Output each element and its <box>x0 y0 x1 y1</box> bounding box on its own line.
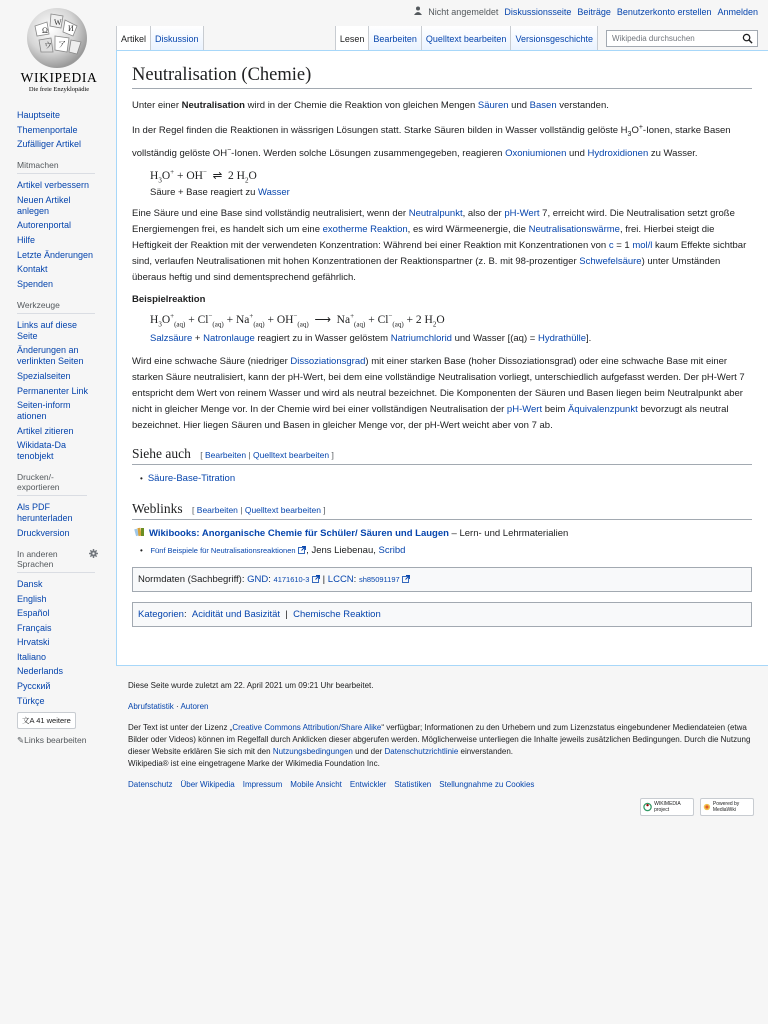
paragraph-3 <box>132 206 752 286</box>
view-tabs <box>335 26 758 50</box>
text: , es wird Wärmeenergie, die <box>407 224 529 236</box>
language-link[interactable]: Nederlands <box>17 666 64 677</box>
mediawiki-badge-label: Powered by MediaWiki <box>712 801 740 813</box>
language-link[interactable]: Hrvatski <box>17 637 50 648</box>
footer-link[interactable]: Über Wikipedia <box>180 780 235 789</box>
edit-section-link[interactable]: Bearbeiten <box>196 505 238 516</box>
last-edit: Diese Seite wurde zuletzt am 22. April 2021 um 09:21 Uhr bearbeitet. <box>128 681 374 690</box>
formula-caption <box>150 332 752 346</box>
edit-source-section-link[interactable]: Quelltext bearbeiten <box>244 505 321 516</box>
more-languages-button[interactable] <box>17 712 76 729</box>
language-link[interactable]: Italiano <box>17 651 47 662</box>
sidebar-item[interactable]: Als PDF herunterladen <box>17 502 73 524</box>
page-title: Neutralisation (Chemie) <box>132 65 752 89</box>
tab-quelltext-bearbeiten[interactable]: Quelltext bearbeiten <box>422 26 512 50</box>
sidebar-mitmachen <box>17 160 116 290</box>
sidebar-navigation <box>17 110 116 150</box>
sidebar-item[interactable]: Links auf diese Seite <box>17 319 78 341</box>
link-salzsaeure[interactable]: Salzsäure <box>150 333 193 345</box>
link-saeure-base-titration[interactable]: Säure-Base-Titration <box>147 473 236 485</box>
text: = 1 <box>613 240 633 252</box>
footer-link[interactable]: Impressum <box>242 780 283 789</box>
text: Wird eine schwache Säure (niedriger <box>132 356 291 368</box>
sidebar-sprachen <box>17 549 116 746</box>
formula-beispielreaktion: $H_3O^+_{(aq)} + Cl^-_{(aq)} + Na^+_{(aq)} + OH^-_{(aq)}$ ⟶ $Na^+_{(aq)} + Cl^-_{(aq)} + 2$ $H_2O$ <box>150 312 445 329</box>
sidebar-drucken <box>17 472 116 539</box>
text: + <box>192 333 204 345</box>
section-heading-siehe-auch <box>132 446 752 465</box>
formula-neutralisation: $H_3O^+ + OH^-$ ⇌ 2 $H_2O$ <box>150 168 257 185</box>
article-content <box>116 50 768 666</box>
svg-text:W: W <box>54 18 62 27</box>
logo-wordmark: WIKIPEDIA <box>20 70 98 85</box>
text: , frei. Hierbei steigt die Heftigkeit der Reaktion mit der verwendeten Konzentration: Während bei einer Reaktion mit Konzentrationen von <box>132 224 715 252</box>
trademark-text: Wikipedia® ist eine eingetragene Marke der Wikimedia Foundation Inc. <box>128 759 380 768</box>
sidebar-item-zufaelliger-artikel[interactable]: Zufälliger Artikel <box>17 139 82 150</box>
link-neutralpunkt[interactable]: Neutralpunkt <box>408 208 463 220</box>
sidebar-item-hauptseite[interactable]: Hauptseite <box>17 110 61 120</box>
sidebar-item[interactable]: Änderungen an verlinkten Seiten <box>17 345 84 367</box>
pencil-icon: ✎ <box>17 735 25 746</box>
beispiel-heading: Beispielreaktion <box>132 294 206 306</box>
wikibooks-icon <box>134 527 146 537</box>
text: – Lern- und Lehrmaterialien <box>448 528 569 540</box>
search-icon[interactable] <box>742 33 753 44</box>
language-link[interactable]: Türkçe <box>17 695 45 706</box>
text: ]. <box>586 333 592 345</box>
sprachen-heading-text: In anderen Sprachen <box>17 548 58 569</box>
login-link[interactable]: Anmelden <box>717 6 758 17</box>
text: , also der <box>462 208 505 220</box>
separator: | <box>246 450 254 461</box>
footer-link[interactable]: Entwickler <box>349 780 387 789</box>
personal-tools <box>414 6 758 17</box>
text: und der <box>352 747 385 756</box>
footer-link[interactable]: Statistiken <box>394 780 432 789</box>
separator: · <box>173 702 181 711</box>
separator: | <box>237 505 245 516</box>
wikimedia-icon <box>643 802 652 812</box>
text: In der Regel finden die Reaktionen in wässrigen Lösungen statt. Starke Säuren bilden in Wasser vollständig gelöste H <box>132 125 628 137</box>
sidebar-heading-sprachen <box>17 549 95 573</box>
link-natriumchlorid[interactable]: Natriumchlorid <box>390 333 452 345</box>
formula-caption <box>150 186 752 200</box>
external-link-icon <box>312 575 320 583</box>
bold-term: Neutralisation <box>181 100 245 111</box>
text: einverstanden. <box>458 747 513 756</box>
text: und <box>508 100 530 111</box>
svg-text:ウ: ウ <box>44 41 52 50</box>
paragraph-4 <box>132 354 752 434</box>
text: Eine Säure und eine Base sind vollständig neutralisiert, wenn der <box>132 208 409 220</box>
text: zu Wasser. <box>648 148 698 160</box>
bracket: ] <box>320 505 326 516</box>
link-abrufstatistik[interactable]: Abrufstatistik <box>128 702 174 711</box>
footer-link[interactable]: Stellungnahme zu Cookies <box>439 780 535 789</box>
normdaten-label: Normdaten (Sachbegriff): <box>138 574 248 586</box>
link-hydrathuelle[interactable]: Hydrathülle <box>537 333 587 345</box>
category-link[interactable]: Chemische Reaktion <box>293 609 381 621</box>
link-aequivalenzpunkt[interactable]: Äquivalenzpunkt <box>568 404 638 416</box>
sidebar-item[interactable]: Spezialseiten <box>17 370 71 381</box>
intro-paragraph-1 <box>132 98 752 114</box>
more-languages-label: 41 weitere <box>36 716 71 726</box>
text: bevorzugt als neutral bezeichnet. Hier liegen Säuren und Basen in gleicher Menge vor, der pH-Wert weicht aber von 7 ab. <box>132 404 729 432</box>
bracket: [ <box>200 450 205 461</box>
link-hydroxidionen[interactable]: Hydroxidionen <box>587 148 649 160</box>
separator: | <box>320 574 328 586</box>
edit-interlanguage-links[interactable] <box>17 735 116 746</box>
link-scribd[interactable]: Scribd <box>378 545 406 557</box>
link-schwefelsaeure[interactable]: Schwefelsäure <box>579 256 642 268</box>
link-wasser[interactable]: Wasser <box>258 187 290 199</box>
link-gnd-id[interactable]: 4171610-3 <box>273 575 310 585</box>
footer-badges <box>640 798 754 816</box>
link-fuenf-beispiele[interactable]: Fünf Beispiele für Neutralisationsreaktionen <box>150 546 296 556</box>
external-link-icon <box>402 575 410 583</box>
link-natronlauge[interactable]: Natronlauge <box>203 333 255 345</box>
link-mol-l[interactable]: mol/l <box>632 240 653 252</box>
sidebar-item[interactable]: Hilfe <box>17 234 36 245</box>
sidebar-item[interactable]: Kontakt <box>17 264 48 275</box>
svg-text:ア: ア <box>58 40 66 49</box>
bracket: ] <box>329 450 334 461</box>
sidebar-item[interactable]: Wikidata-Datenobjekt <box>17 440 67 462</box>
bracket: [ <box>192 505 197 516</box>
section-title: Weblinks <box>132 501 183 517</box>
section-edit-links <box>192 505 326 515</box>
search-placeholder: Wikipedia durchsuchen <box>612 34 695 43</box>
list-item <box>140 542 752 559</box>
language-link[interactable]: English <box>17 593 47 604</box>
logo-tagline: Die freie Enzyklopädie <box>28 86 90 93</box>
sidebar-item[interactable]: Druckversion <box>17 527 70 538</box>
edit-source-section-link[interactable]: Quelltext bearbeiten <box>253 450 330 461</box>
list-item <box>140 470 752 487</box>
section-heading-weblinks <box>132 501 752 520</box>
text: und <box>566 148 588 160</box>
create-account-link[interactable]: Benutzerkonto erstellen <box>616 6 712 17</box>
wikipedia-logo[interactable] <box>0 0 118 100</box>
list-item <box>134 525 752 542</box>
mediawiki-badge[interactable] <box>700 798 754 816</box>
link-kategorien[interactable]: Kategorien <box>138 609 184 621</box>
sidebar-item[interactable]: Spenden <box>17 278 54 289</box>
svg-text:И: И <box>68 24 74 33</box>
sidebar-heading-mitmachen: Mitmachen <box>17 160 95 174</box>
text: Säure + Base reagiert zu <box>150 187 258 199</box>
normdaten-box: Normdaten (Sachbegriff): GND: 4171610-3 | LCCN: sh85091197 <box>132 567 752 592</box>
section-edit-links <box>200 450 334 460</box>
tab-artikel[interactable]: Artikel <box>116 26 151 50</box>
search-input[interactable] <box>606 30 758 47</box>
sidebar-item[interactable]: Neuen Artikel anlegen <box>17 194 71 216</box>
text: 7, erreicht wird. Die Neutralisation setzt große Energiemengen frei, es handelt sich um eine <box>132 208 735 236</box>
weblinks-list <box>134 525 752 559</box>
edit-section-link[interactable]: Bearbeiten <box>204 450 247 461</box>
sidebar-item-themenportale[interactable]: Themenportale <box>17 124 78 135</box>
text: -Ionen. Werden solche Lösungen zusammengegeben, reagieren <box>231 148 506 160</box>
category-link[interactable]: Acidität und Basizität <box>191 609 281 621</box>
language-link[interactable]: Français <box>17 622 52 633</box>
tab-versionsgeschichte[interactable]: Versionsgeschichte <box>511 26 598 50</box>
link-ph-wert[interactable]: pH-Wert <box>504 208 540 220</box>
svg-text:Ω: Ω <box>42 26 48 35</box>
translate-icon: 文A <box>22 716 35 726</box>
link-neutralisationswaerme[interactable]: Neutralisationswärme <box>528 224 620 236</box>
sidebar <box>0 110 116 756</box>
text: und Wasser [(aq) = <box>451 333 538 345</box>
wikimedia-badge[interactable] <box>640 798 694 816</box>
link-cc-by-sa[interactable]: Creative Commons Attribution/Share Alike <box>232 723 382 732</box>
sidebar-heading-drucken: Drucken/-exportieren <box>17 472 87 496</box>
text: kaum Effekte sichtbar sind, verlaufen Neutralisationen mit hohen Konzentrationen der Reaktionspartner (z. B. mit 98-prozentiger <box>132 240 747 268</box>
text: wird in der Chemie die Reaktion von gleichen Mengen <box>245 100 478 111</box>
footer <box>128 680 758 791</box>
text: beim <box>542 404 568 416</box>
gear-icon[interactable] <box>89 549 98 558</box>
tab-lesen[interactable]: Lesen <box>335 26 370 50</box>
language-link[interactable]: Español <box>17 608 50 619</box>
mediawiki-icon <box>703 802 711 812</box>
tab-diskussion[interactable]: Diskussion <box>151 26 204 50</box>
sidebar-item[interactable]: Artikel zitieren <box>17 425 74 436</box>
sidebar-item[interactable]: Letzte Änderungen <box>17 249 94 260</box>
wikipedia-globe-icon <box>25 6 89 70</box>
categories-box: Kategorien: Acidität und Basizität | Chemische Reaktion <box>132 602 752 627</box>
text: ) mit einer starken Base (hoher Dissoziationsgrad) oder eine schwache Base mit einer starken Säure neutralisiert, kann der pH-Wert, bei dem eine vollständige Neutralisation vorliegt, unterschiedlich aufgefasst werden. Der pH-Wert 7 entspricht dem Wert von reinem Wasser und wird als neutral bezeichnet. Die Komponenten der Säuren und Basen liegen beim Neutralpunkt aber nicht in gleicher Menge vor. In der Chemie wird bei einer vollständigen Neutralisation der <box>132 356 745 416</box>
link-nutzungsbedingungen[interactable]: Nutzungsbedingungen <box>272 747 353 756</box>
link-wikibooks[interactable]: Wikibooks: Anorganische Chemie für Schüler/ Säuren und Laugen <box>149 528 449 540</box>
footer-link[interactable]: Datenschutz <box>128 780 173 789</box>
link-saeuren[interactable]: Säuren <box>477 100 509 111</box>
license-text <box>128 722 758 758</box>
text: -Ionen, starke Basen vollständig gelöste OH <box>132 125 731 160</box>
text: “ verfügbar; Informationen zu den Urhebern und zum Lizenzstatus eingebundener Mediendateien (etwa Bilder oder Videos) können im Regelfall durch Anklicken dieser abgerufen werden. Möglicherweise unterliegen die Inhalte jeweils zusätzlichen Bedingungen. Durch die Nutzung dieser Website erklären Sie sich mit den <box>128 723 751 756</box>
sidebar-item[interactable]: Autorenportal <box>17 220 72 231</box>
namespace-tabs <box>116 26 204 50</box>
sidebar-item[interactable]: Permanenter Link <box>17 385 89 396</box>
edit-links-label: Links bearbeiten <box>24 735 87 746</box>
sidebar-werkzeuge <box>17 300 116 463</box>
text: ) unter Umständen überaus heftig und sind dementsprechend gefährlich. <box>132 256 721 284</box>
link-autoren[interactable]: Autoren <box>180 702 209 711</box>
text: verstanden. <box>556 100 609 111</box>
link-datenschutzrichtlinie[interactable]: Datenschutzrichtlinie <box>384 747 459 756</box>
link-c[interactable]: c <box>608 240 614 252</box>
user-icon <box>414 6 422 17</box>
text: Der Text ist unter der Lizenz „ <box>128 723 233 732</box>
section-title: Siehe auch <box>132 446 191 462</box>
text: reagiert zu in Wasser gelöstem <box>254 333 391 345</box>
text: Unter einer <box>132 100 182 111</box>
sidebar-item[interactable]: Seiten-informationen <box>17 400 71 422</box>
link-gnd[interactable]: GND <box>247 574 269 586</box>
language-link[interactable]: Dansk <box>17 578 43 589</box>
footer-stats <box>128 701 758 713</box>
link-exotherme-reaktion[interactable]: exotherme Reaktion <box>322 224 408 236</box>
wikimedia-badge-label: WIKIMEDIA project <box>654 801 681 813</box>
footer-links <box>128 779 758 791</box>
footer-link[interactable]: Mobile Ansicht <box>290 780 342 789</box>
siehe-auch-list <box>140 470 752 487</box>
external-link-icon <box>298 546 306 554</box>
contributions-link[interactable]: Beiträge <box>577 6 611 17</box>
intro-paragraph-2: In der Regel finden die Reaktionen in wässrigen Lösungen statt. Starke Säuren bilden in Wasser vollständig gelöste $H_3O^+$-Ionen, starke Basen vollständig gelöste OH−-Ionen. Werden solche Lösungen zusammengegeben, reagieren Oxoniumionen und Hydroxidionen zu Wasser. <box>132 124 731 160</box>
language-link[interactable]: Русский <box>17 681 51 692</box>
link-dissoziationsgrad[interactable]: Dissoziationsgrad <box>290 356 366 368</box>
sidebar-item[interactable]: Artikel verbessern <box>17 180 90 191</box>
not-logged-in-text: Nicht angemeldet <box>428 6 499 17</box>
text: , Jens Liebenau, <box>306 545 379 557</box>
link-basen[interactable]: Basen <box>529 100 557 111</box>
link-oxoniumionen[interactable]: Oxoniumionen <box>505 148 567 160</box>
sidebar-heading-werkzeuge: Werkzeuge <box>17 300 95 314</box>
talk-page-link[interactable]: Diskussionsseite <box>504 6 572 17</box>
link-lccn[interactable]: LCCN <box>327 574 354 586</box>
tab-bearbeiten[interactable]: Bearbeiten <box>369 26 422 50</box>
link-ph-wert[interactable]: pH-Wert <box>506 404 543 416</box>
link-lccn-id[interactable]: sh85091197 <box>358 575 400 585</box>
